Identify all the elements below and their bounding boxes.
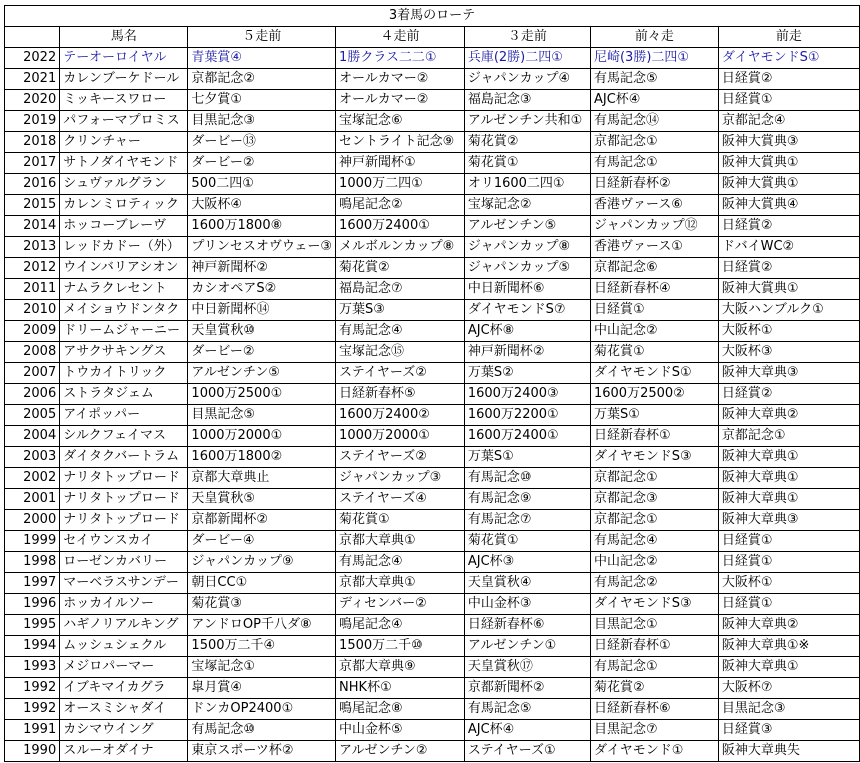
- race-3-ago-cell: 1600万2400③: [464, 384, 590, 405]
- race-5-ago-cell: 宝塚記念①: [188, 657, 336, 678]
- race-last-cell: 阪神大章典①: [718, 468, 859, 489]
- year-cell: 2001: [5, 489, 60, 510]
- table-row: [5, 489, 860, 510]
- race-3-ago-cell: ジャパンカップ⑧: [464, 237, 590, 258]
- race-2-ago-cell: 日経賞①: [590, 300, 718, 321]
- race-4-ago-cell: 京都大章典①: [336, 531, 465, 552]
- year-cell: 1994: [5, 636, 60, 657]
- year-cell: 2019: [5, 111, 60, 132]
- year-cell: 2007: [5, 363, 60, 384]
- race-2-ago-cell: 有馬記念⑤: [590, 69, 718, 90]
- horse-name-cell: シュヴァルグラン: [60, 174, 188, 195]
- table-row: [5, 48, 860, 69]
- race-2-ago-cell: ダイヤモンドS③: [590, 447, 718, 468]
- race-last-cell: 阪神大章典①※: [718, 636, 859, 657]
- table-row: [5, 678, 860, 699]
- race-4-ago-cell: 鳴尾記念②: [336, 195, 465, 216]
- horse-name-cell: セイウンスカイ: [60, 531, 188, 552]
- header-horse-name: 馬名: [60, 27, 188, 48]
- year-cell: 1996: [5, 594, 60, 615]
- race-2-ago-cell: 1600万2500②: [590, 384, 718, 405]
- race-5-ago-cell: アンドロOP千八ダ⑧: [188, 615, 336, 636]
- race-5-ago-cell: ドンカOP2400①: [188, 699, 336, 720]
- table-row: [5, 321, 860, 342]
- race-2-ago-cell: 目黒記念①: [590, 615, 718, 636]
- race-3-ago-cell: 神戸新聞杯②: [464, 342, 590, 363]
- race-4-ago-cell: 日経新春杯⑤: [336, 384, 465, 405]
- table-row: [5, 720, 860, 741]
- header-row: [5, 27, 860, 48]
- header-year: [5, 27, 60, 48]
- table-row: [5, 657, 860, 678]
- race-2-ago-cell: ジャパンカップ⑫: [590, 216, 718, 237]
- race-last-cell: 阪神大賞典④: [718, 195, 859, 216]
- race-2-ago-cell: 菊花賞①: [590, 342, 718, 363]
- race-4-ago-cell: 宝塚記念⑮: [336, 342, 465, 363]
- table-row: [5, 132, 860, 153]
- table-row: [5, 699, 860, 720]
- year-cell: 1999: [5, 531, 60, 552]
- race-3-ago-cell: ダイヤモンドS⑦: [464, 300, 590, 321]
- race-2-ago-cell: 目黒記念⑦: [590, 720, 718, 741]
- race-last-cell: 大阪杯⑦: [718, 678, 859, 699]
- race-last-cell: 阪神大賞典③: [718, 132, 859, 153]
- race-4-ago-cell: アルゼンチン②: [336, 741, 465, 762]
- race-4-ago-cell: ジャパンカップ③: [336, 468, 465, 489]
- race-last-cell: 大阪杯①: [718, 573, 859, 594]
- race-2-ago-cell: 日経新春杯②: [590, 174, 718, 195]
- horse-name-cell: ナムラクレセント: [60, 279, 188, 300]
- year-cell: 2006: [5, 384, 60, 405]
- race-3-ago-cell: 天皇賞秋④: [464, 573, 590, 594]
- race-last-cell: ダイヤモンドS①: [718, 48, 859, 69]
- year-cell: 1992: [5, 699, 60, 720]
- table-row: [5, 90, 860, 111]
- race-last-cell: ドバイWC②: [718, 237, 859, 258]
- table-row: [5, 237, 860, 258]
- race-last-cell: 京都記念①: [718, 426, 859, 447]
- horse-name-cell: アサクサキングス: [60, 342, 188, 363]
- horse-name-cell: スルーオダイナ: [60, 741, 188, 762]
- race-3-ago-cell: 中山金杯③: [464, 594, 590, 615]
- race-3-ago-cell: ジャパンカップ④: [464, 69, 590, 90]
- race-4-ago-cell: ステイヤーズ②: [336, 447, 465, 468]
- race-5-ago-cell: 1500万二千④: [188, 636, 336, 657]
- table-row: [5, 531, 860, 552]
- race-last-cell: 日経賞②: [718, 69, 859, 90]
- horse-name-cell: ホッコーブレーヴ: [60, 216, 188, 237]
- horse-name-cell: トウカイトリック: [60, 363, 188, 384]
- horse-name-cell: パフォーマプロミス: [60, 111, 188, 132]
- race-3-ago-cell: 1600万2200①: [464, 405, 590, 426]
- race-5-ago-cell: 1600万1800②: [188, 447, 336, 468]
- year-cell: 1993: [5, 657, 60, 678]
- race-3-ago-cell: AJC杯③: [464, 552, 590, 573]
- race-4-ago-cell: 菊花賞②: [336, 258, 465, 279]
- race-last-cell: 日経賞①: [718, 594, 859, 615]
- table-row: [5, 279, 860, 300]
- race-5-ago-cell: ダービー②: [188, 342, 336, 363]
- race-last-cell: 日経賞①: [718, 90, 859, 111]
- race-4-ago-cell: 1000万2000①: [336, 426, 465, 447]
- race-4-ago-cell: 1000万二四①: [336, 174, 465, 195]
- header-last-race: 前走: [718, 27, 859, 48]
- horse-name-cell: ハギノリアルキング: [60, 615, 188, 636]
- race-3-ago-cell: アルゼンチン⑤: [464, 216, 590, 237]
- year-cell: 1990: [5, 741, 60, 762]
- race-5-ago-cell: アルゼンチン⑤: [188, 363, 336, 384]
- race-2-ago-cell: 日経新春杯④: [590, 279, 718, 300]
- race-4-ago-cell: 菊花賞①: [336, 510, 465, 531]
- race-last-cell: 日経賞③: [718, 720, 859, 741]
- year-cell: 2012: [5, 258, 60, 279]
- race-5-ago-cell: 1000万2500①: [188, 384, 336, 405]
- race-last-cell: 阪神大章典③: [718, 363, 859, 384]
- race-2-ago-cell: 尼崎(3勝)二四①: [590, 48, 718, 69]
- year-cell: 2014: [5, 216, 60, 237]
- year-cell: 2016: [5, 174, 60, 195]
- race-3-ago-cell: 1600万2400①: [464, 426, 590, 447]
- table-row: [5, 363, 860, 384]
- horse-name-cell: ナリタトップロード: [60, 489, 188, 510]
- race-last-cell: 日経賞①: [718, 531, 859, 552]
- year-cell: 2021: [5, 69, 60, 90]
- horse-name-cell: シルクフェイマス: [60, 426, 188, 447]
- race-4-ago-cell: 有馬記念④: [336, 552, 465, 573]
- year-cell: 2008: [5, 342, 60, 363]
- horse-name-cell: メジロパーマー: [60, 657, 188, 678]
- table-row: [5, 174, 860, 195]
- race-2-ago-cell: 有馬記念⑭: [590, 111, 718, 132]
- race-last-cell: 日経賞①: [718, 552, 859, 573]
- race-2-ago-cell: 有馬記念①: [590, 153, 718, 174]
- race-5-ago-cell: 京都記念②: [188, 69, 336, 90]
- race-5-ago-cell: 朝日CC①: [188, 573, 336, 594]
- race-2-ago-cell: 京都記念①: [590, 510, 718, 531]
- year-cell: 2002: [5, 468, 60, 489]
- horse-name-cell: アイポッパー: [60, 405, 188, 426]
- year-cell: 2018: [5, 132, 60, 153]
- table-row: [5, 342, 860, 363]
- horse-name-cell: ドリームジャーニー: [60, 321, 188, 342]
- race-5-ago-cell: 七夕賞①: [188, 90, 336, 111]
- race-4-ago-cell: オールカマー②: [336, 90, 465, 111]
- race-3-ago-cell: 万葉S①: [464, 447, 590, 468]
- race-4-ago-cell: セントライト記念⑨: [336, 132, 465, 153]
- year-cell: 2017: [5, 153, 60, 174]
- race-2-ago-cell: 中山記念②: [590, 552, 718, 573]
- race-4-ago-cell: NHK杯①: [336, 678, 465, 699]
- race-5-ago-cell: 1000万2000①: [188, 426, 336, 447]
- race-2-ago-cell: 京都記念③: [590, 489, 718, 510]
- race-5-ago-cell: ダービー⑬: [188, 132, 336, 153]
- table-row: [5, 111, 860, 132]
- race-3-ago-cell: ジャパンカップ⑤: [464, 258, 590, 279]
- year-cell: 2020: [5, 90, 60, 111]
- year-cell: 2009: [5, 321, 60, 342]
- table-row: [5, 447, 860, 468]
- table-row: [5, 153, 860, 174]
- race-3-ago-cell: 中日新聞杯⑥: [464, 279, 590, 300]
- race-5-ago-cell: ジャパンカップ⑨: [188, 552, 336, 573]
- race-4-ago-cell: ステイヤーズ④: [336, 489, 465, 510]
- horse-name-cell: ナリタトップロード: [60, 468, 188, 489]
- race-3-ago-cell: 宝塚記念②: [464, 195, 590, 216]
- race-4-ago-cell: ディセンバー②: [336, 594, 465, 615]
- horse-name-cell: クリンチャー: [60, 132, 188, 153]
- table-row: [5, 300, 860, 321]
- horse-name-cell: イブキマイカグラ: [60, 678, 188, 699]
- race-3-ago-cell: オリ1600二四①: [464, 174, 590, 195]
- race-last-cell: 日経賞②: [718, 384, 859, 405]
- race-2-ago-cell: 有馬記念②: [590, 573, 718, 594]
- race-last-cell: 大阪ハンブルク①: [718, 300, 859, 321]
- table-row: [5, 552, 860, 573]
- race-2-ago-cell: 香港ヴァース①: [590, 237, 718, 258]
- race-last-cell: 阪神大賞典①: [718, 279, 859, 300]
- table-row: [5, 594, 860, 615]
- horse-name-cell: マーベラスサンデー: [60, 573, 188, 594]
- race-4-ago-cell: オールカマー②: [336, 69, 465, 90]
- race-4-ago-cell: 宝塚記念⑥: [336, 111, 465, 132]
- race-4-ago-cell: 中山金杯⑤: [336, 720, 465, 741]
- race-3-ago-cell: 兵庫(2勝)二四①: [464, 48, 590, 69]
- race-4-ago-cell: 京都大章典①: [336, 573, 465, 594]
- year-cell: 1995: [5, 615, 60, 636]
- race-2-ago-cell: 日経新春杯⑥: [590, 699, 718, 720]
- table-row: [5, 615, 860, 636]
- horse-name-cell: カレンブーケドール: [60, 69, 188, 90]
- race-4-ago-cell: 1勝クラス二二①: [336, 48, 465, 69]
- table-row: [5, 258, 860, 279]
- race-5-ago-cell: 京都新聞杯②: [188, 510, 336, 531]
- table-row: [5, 195, 860, 216]
- race-4-ago-cell: 1600万2400②: [336, 405, 465, 426]
- header-5-races-ago: ５走前: [188, 27, 336, 48]
- race-last-cell: 阪神大章典②: [718, 405, 859, 426]
- race-5-ago-cell: ダービー④: [188, 531, 336, 552]
- year-cell: 2015: [5, 195, 60, 216]
- race-5-ago-cell: 神戸新聞杯②: [188, 258, 336, 279]
- year-cell: 2022: [5, 48, 60, 69]
- horse-name-cell: サトノダイヤモンド: [60, 153, 188, 174]
- race-3-ago-cell: 万葉S②: [464, 363, 590, 384]
- year-cell: 2005: [5, 405, 60, 426]
- year-cell: 1992: [5, 678, 60, 699]
- year-cell: 2004: [5, 426, 60, 447]
- race-3-ago-cell: アルゼンチン①: [464, 636, 590, 657]
- race-2-ago-cell: ダイヤモンド①: [590, 741, 718, 762]
- race-2-ago-cell: 日経新春杯①: [590, 636, 718, 657]
- race-3-ago-cell: ステイヤーズ①: [464, 741, 590, 762]
- rotation-table: [4, 5, 860, 762]
- race-5-ago-cell: 天皇賞秋⑩: [188, 321, 336, 342]
- race-3-ago-cell: 福島記念③: [464, 90, 590, 111]
- race-3-ago-cell: 有馬記念⑦: [464, 510, 590, 531]
- header-3-races-ago: ３走前: [464, 27, 590, 48]
- year-cell: 1998: [5, 552, 60, 573]
- race-4-ago-cell: ステイヤーズ②: [336, 363, 465, 384]
- horse-name-cell: ミッキースワロー: [60, 90, 188, 111]
- race-3-ago-cell: 天皇賞秋⑰: [464, 657, 590, 678]
- race-3-ago-cell: 菊花賞②: [464, 132, 590, 153]
- race-3-ago-cell: AJC杯④: [464, 720, 590, 741]
- table-row: [5, 69, 860, 90]
- race-4-ago-cell: 鳴尾記念⑧: [336, 699, 465, 720]
- race-5-ago-cell: 有馬記念⑩: [188, 720, 336, 741]
- table-row: [5, 384, 860, 405]
- race-5-ago-cell: 大阪杯④: [188, 195, 336, 216]
- race-5-ago-cell: 500二四①: [188, 174, 336, 195]
- year-cell: 1997: [5, 573, 60, 594]
- table-row: [5, 405, 860, 426]
- race-last-cell: 阪神大章典①: [718, 489, 859, 510]
- race-4-ago-cell: 1600万2400①: [336, 216, 465, 237]
- race-4-ago-cell: 福島記念⑦: [336, 279, 465, 300]
- race-2-ago-cell: 京都記念①: [590, 132, 718, 153]
- race-5-ago-cell: カシオペアS②: [188, 279, 336, 300]
- race-last-cell: 阪神大章典②: [718, 615, 859, 636]
- horse-name-cell: オースミシャダイ: [60, 699, 188, 720]
- race-4-ago-cell: 神戸新聞杯①: [336, 153, 465, 174]
- race-4-ago-cell: 有馬記念④: [336, 321, 465, 342]
- race-last-cell: 阪神大章典失: [718, 741, 859, 762]
- race-5-ago-cell: 1600万1800⑧: [188, 216, 336, 237]
- horse-name-cell: カレンミロティック: [60, 195, 188, 216]
- race-last-cell: 日経賞②: [718, 216, 859, 237]
- table-row: [5, 741, 860, 762]
- race-last-cell: 阪神大章典①: [718, 447, 859, 468]
- year-cell: 2010: [5, 300, 60, 321]
- horse-name-cell: テーオーロイヤル: [60, 48, 188, 69]
- table-row: [5, 573, 860, 594]
- horse-name-cell: ナリタトップロード: [60, 510, 188, 531]
- year-cell: 2003: [5, 447, 60, 468]
- race-2-ago-cell: 中山記念②: [590, 321, 718, 342]
- race-5-ago-cell: 皐月賞④: [188, 678, 336, 699]
- race-4-ago-cell: 鳴尾記念④: [336, 615, 465, 636]
- race-last-cell: 阪神大章典③: [718, 510, 859, 531]
- race-2-ago-cell: 万葉S①: [590, 405, 718, 426]
- table-row: [5, 216, 860, 237]
- race-2-ago-cell: ダイヤモンドS①: [590, 363, 718, 384]
- race-5-ago-cell: 東京スポーツ杯②: [188, 741, 336, 762]
- race-2-ago-cell: 京都記念⑥: [590, 258, 718, 279]
- year-cell: 2013: [5, 237, 60, 258]
- race-5-ago-cell: 青葉賞④: [188, 48, 336, 69]
- race-2-ago-cell: 有馬記念④: [590, 531, 718, 552]
- race-4-ago-cell: メルボルンカップ⑧: [336, 237, 465, 258]
- table-title: 3着馬のローテ: [5, 6, 860, 27]
- horse-name-cell: カシマウイング: [60, 720, 188, 741]
- horse-name-cell: ダイタクバートラム: [60, 447, 188, 468]
- race-5-ago-cell: 目黒記念③: [188, 111, 336, 132]
- race-last-cell: 大阪杯③: [718, 342, 859, 363]
- race-2-ago-cell: 菊花賞②: [590, 678, 718, 699]
- race-5-ago-cell: 目黒記念⑤: [188, 405, 336, 426]
- race-last-cell: 日経賞②: [718, 258, 859, 279]
- horse-name-cell: メイショウドンタク: [60, 300, 188, 321]
- race-last-cell: 京都記念④: [718, 111, 859, 132]
- race-4-ago-cell: 1500万二千⑩: [336, 636, 465, 657]
- race-last-cell: 阪神大賞典①: [718, 153, 859, 174]
- year-cell: 1991: [5, 720, 60, 741]
- header-4-races-ago: ４走前: [336, 27, 465, 48]
- race-3-ago-cell: 菊花賞①: [464, 153, 590, 174]
- race-5-ago-cell: プリンセスオヴウェー③: [188, 237, 336, 258]
- race-5-ago-cell: ダービー②: [188, 153, 336, 174]
- race-3-ago-cell: 有馬記念⑤: [464, 699, 590, 720]
- table-row: [5, 426, 860, 447]
- title-row: [5, 6, 860, 27]
- race-last-cell: 阪神大章典①: [718, 657, 859, 678]
- race-5-ago-cell: 中日新聞杯⑭: [188, 300, 336, 321]
- year-cell: 2011: [5, 279, 60, 300]
- race-5-ago-cell: 天皇賞秋⑤: [188, 489, 336, 510]
- race-2-ago-cell: 日経新春杯①: [590, 426, 718, 447]
- race-2-ago-cell: 有馬記念①: [590, 657, 718, 678]
- year-cell: 2000: [5, 510, 60, 531]
- race-3-ago-cell: 菊花賞①: [464, 531, 590, 552]
- horse-name-cell: ウインバリアシオン: [60, 258, 188, 279]
- race-last-cell: 目黒記念③: [718, 699, 859, 720]
- horse-name-cell: ホッカイルソー: [60, 594, 188, 615]
- race-4-ago-cell: 万葉S③: [336, 300, 465, 321]
- race-3-ago-cell: 京都新聞杯②: [464, 678, 590, 699]
- race-3-ago-cell: 有馬記念⑩: [464, 468, 590, 489]
- race-2-ago-cell: ダイヤモンドS③: [590, 594, 718, 615]
- header-2-races-ago: 前々走: [590, 27, 718, 48]
- horse-name-cell: ムッシュシェクル: [60, 636, 188, 657]
- race-last-cell: 阪神大賞典①: [718, 174, 859, 195]
- table-row: [5, 636, 860, 657]
- horse-name-cell: ローゼンカバリー: [60, 552, 188, 573]
- race-4-ago-cell: 京都大章典⑨: [336, 657, 465, 678]
- race-5-ago-cell: 菊花賞③: [188, 594, 336, 615]
- race-3-ago-cell: 有馬記念⑨: [464, 489, 590, 510]
- table-row: [5, 510, 860, 531]
- race-3-ago-cell: 日経新春杯⑥: [464, 615, 590, 636]
- race-3-ago-cell: アルゼンチン共和①: [464, 111, 590, 132]
- race-2-ago-cell: AJC杯④: [590, 90, 718, 111]
- table-row: [5, 468, 860, 489]
- race-5-ago-cell: 京都大章典止: [188, 468, 336, 489]
- race-3-ago-cell: AJC杯⑧: [464, 321, 590, 342]
- horse-name-cell: レッドカドー（外）: [60, 237, 188, 258]
- race-2-ago-cell: 京都記念①: [590, 468, 718, 489]
- race-last-cell: 大阪杯①: [718, 321, 859, 342]
- horse-name-cell: ストラタジェム: [60, 384, 188, 405]
- race-2-ago-cell: 香港ヴァース⑥: [590, 195, 718, 216]
